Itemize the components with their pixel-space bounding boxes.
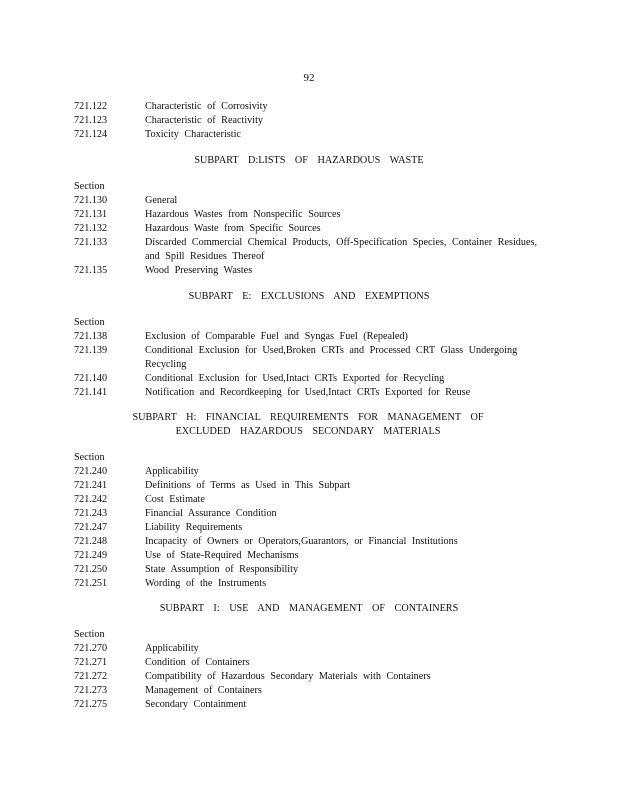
toc-row <box>74 208 544 222</box>
toc-row <box>74 698 544 712</box>
intro-section-list <box>74 100 544 142</box>
section-number: 721.141 <box>74 387 108 398</box>
section-title: Exclusion of Comparable Fuel and Syngas Fuel (Repealed) <box>145 331 408 342</box>
section-number: 721.275 <box>74 699 108 710</box>
section-number: 721.130 <box>74 195 108 206</box>
section-label: Section <box>74 629 105 640</box>
section-label: Section <box>74 181 105 192</box>
subpart-h-list <box>74 451 544 591</box>
subpart-e-heading: SUBPART E: EXCLUSIONS AND EXEMPTIONS <box>188 291 430 302</box>
section-number: 721.241 <box>74 480 108 491</box>
section-title: Conditional Exclusion for Used,Intact CRTs Exported for Recycling <box>145 373 445 384</box>
section-title: Secondary Containment <box>145 699 247 710</box>
section-number: 721.271 <box>74 657 108 668</box>
section-number: 721.242 <box>74 494 108 505</box>
toc-row <box>74 493 544 507</box>
toc-row <box>74 507 544 521</box>
section-number: 721.135 <box>74 265 108 276</box>
section-number: 721.243 <box>74 508 108 519</box>
section-title: Compatibility of Hazardous Secondary Materials with Containers <box>145 671 431 682</box>
toc-row <box>74 684 544 698</box>
section-number: 721.124 <box>74 129 108 140</box>
toc-row <box>74 521 544 535</box>
toc-row <box>74 128 544 142</box>
section-number: 721.240 <box>74 466 108 477</box>
section-number: 721.249 <box>74 550 108 561</box>
toc-row <box>74 372 544 386</box>
section-label: Section <box>74 317 105 328</box>
toc-row <box>74 236 544 264</box>
subpart-i-heading: SUBPART I: USE AND MANAGEMENT OF CONTAINERS <box>159 603 459 614</box>
section-number: 721.250 <box>74 564 108 575</box>
section-number: 721.270 <box>74 643 108 654</box>
section-number: 721.272 <box>74 671 108 682</box>
toc-row <box>74 577 544 591</box>
toc-row <box>74 465 544 479</box>
toc-row <box>74 549 544 563</box>
toc-row <box>74 386 544 400</box>
section-number: 721.131 <box>74 209 108 220</box>
section-number: 721.122 <box>74 101 108 112</box>
toc-row <box>74 656 544 670</box>
section-title: Cost Estimate <box>145 494 205 505</box>
section-title: Management of Containers <box>145 685 262 696</box>
section-title: Incapacity of Owners or Operators,Guarantors, or Financial Institutions <box>145 536 458 547</box>
toc-row <box>74 670 544 684</box>
section-title: Definitions of Terms as Used in This Subpart <box>145 480 351 491</box>
section-title: Hazardous Wastes from Nonspecific Sources <box>145 209 341 220</box>
subpart-i-list <box>74 628 544 712</box>
section-number: 721.247 <box>74 522 108 533</box>
subpart-h-heading: SUBPART H: FINANCIAL REQUIREMENTS FOR MANAGEMENT OF EXCLUDED HAZARDOUS SECONDARY MATERIALS <box>132 412 484 437</box>
section-number: 721.123 <box>74 115 108 126</box>
section-number: 721.251 <box>74 578 108 589</box>
section-title: General <box>145 195 178 206</box>
section-number: 721.273 <box>74 685 108 696</box>
section-title: Notification and Recordkeeping for Used,Intact CRTs Exported for Reuse <box>145 387 471 398</box>
page-number: 92 <box>303 72 315 84</box>
section-title: Condition of Containers <box>145 657 250 668</box>
section-title: Applicability <box>145 643 199 654</box>
section-title: Wood Preserving Wastes <box>145 265 253 276</box>
toc-row <box>74 264 544 278</box>
section-number: 721.138 <box>74 331 108 342</box>
section-number: 721.248 <box>74 536 108 547</box>
toc-row <box>74 642 544 656</box>
toc-row <box>74 563 544 577</box>
subpart-d-heading: SUBPART D:LISTS OF HAZARDOUS WASTE <box>194 155 424 166</box>
section-label: Section <box>74 452 105 463</box>
section-title: Applicability <box>145 466 199 477</box>
section-title: Conditional Exclusion for Used,Broken CRTs and Processed CRT Glass Undergoing Recycling <box>145 345 518 370</box>
subpart-d-list <box>74 180 544 278</box>
section-title: State Assumption of Responsibility <box>145 564 299 575</box>
section-title: Financial Assurance Condition <box>145 508 277 519</box>
section-number: 721.140 <box>74 373 108 384</box>
section-title: Toxicity Characteristic <box>145 129 241 140</box>
section-title: Wording of the Instruments <box>145 578 267 589</box>
section-title: Characteristic of Corrosivity <box>145 101 268 112</box>
toc-row <box>74 344 544 372</box>
subpart-e-list <box>74 316 544 400</box>
toc-row <box>74 479 544 493</box>
section-title: Discarded Commercial Chemical Products, Off-Specification Species, Container Residues, and Spill Residues Thereof <box>145 237 537 262</box>
section-title: Liability Requirements <box>145 522 243 533</box>
toc-row <box>74 535 544 549</box>
toc-row <box>74 222 544 236</box>
section-number: 721.139 <box>74 345 108 356</box>
section-title: Characteristic of Reactivity <box>145 115 264 126</box>
section-number: 721.133 <box>74 237 108 248</box>
section-number: 721.132 <box>74 223 108 234</box>
section-title: Use of State-Required Mechanisms <box>145 550 299 561</box>
toc-row <box>74 330 544 344</box>
section-title: Hazardous Waste from Specific Sources <box>145 223 321 234</box>
toc-row <box>74 100 544 114</box>
toc-row <box>74 194 544 208</box>
toc-row <box>74 114 544 128</box>
